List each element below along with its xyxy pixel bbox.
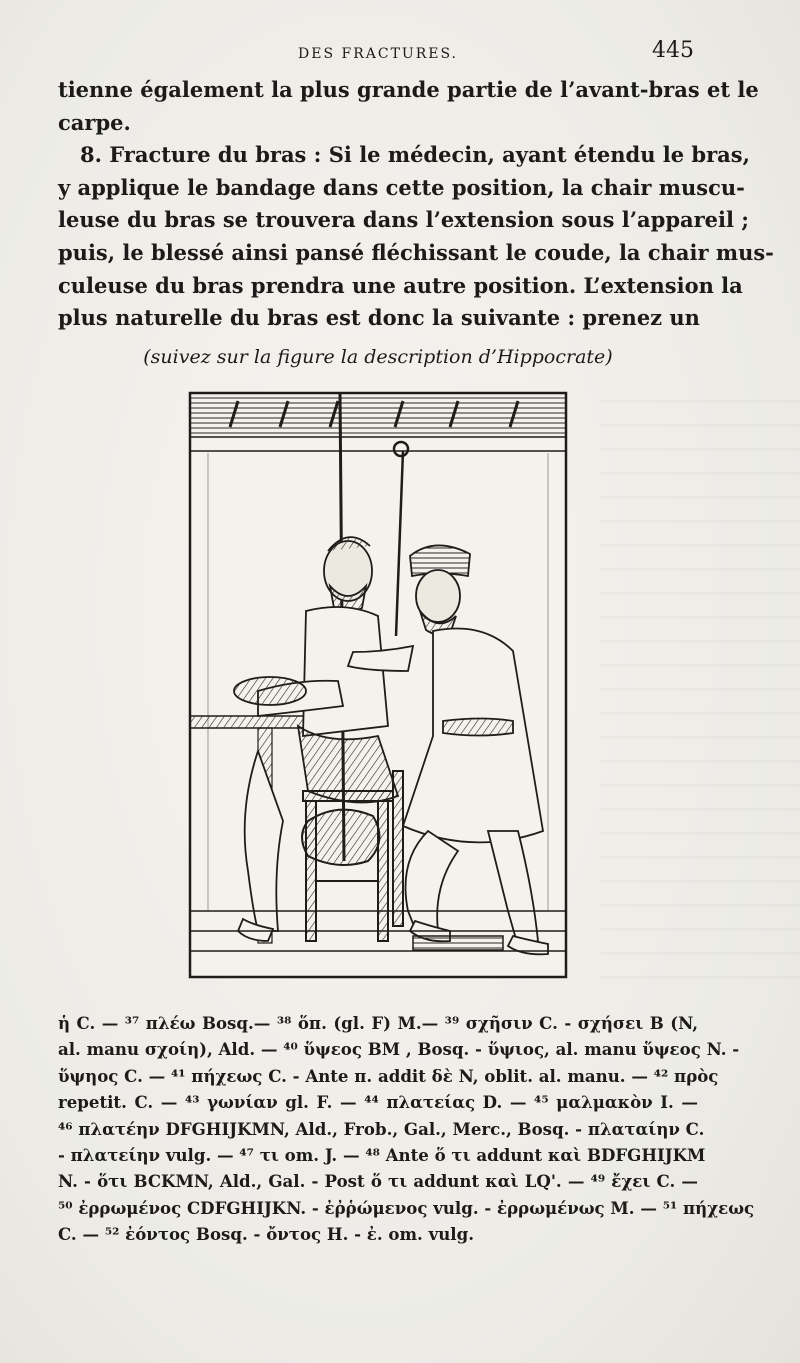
illustration-drawing <box>188 391 568 979</box>
text-line: leuse du bras se trouvera dans l’extension sous l’appareil ; <box>58 207 750 233</box>
footnote-line: ἡ C. — ³⁷ πλέω Bosq.— ³⁸ ὅπ. (gl. F) M.— ³⁹ σχῆσιν C. - σχήσει B (N, <box>58 1013 698 1033</box>
footnote-line: al. manu σχοίη), Ald. — ⁴⁰ ὕψεος BM , Bosq. - ὕψιος, al. manu ὕψεος N. - <box>58 1039 740 1060</box>
footnote-line: ὕψηος C. — ⁴¹ πήχεως C. - Ante π. addit δὲ N, oblit. al. manu. — ⁴² πρὸς <box>58 1065 719 1086</box>
page-number: 445 <box>652 38 694 63</box>
figure-caption: (suivez sur la figure la description d’Hippocrate) <box>143 346 613 368</box>
text-line: plus naturelle du bras est donc la suivante : prenez un <box>58 305 700 331</box>
footnote-line: N. - ὅτι BCKMN, Ald., Gal. - Post ὅ τι addunt καὶ LQ'. — ⁴⁹ ἔχει C. — <box>58 1171 698 1192</box>
ceiling-beam <box>190 393 566 437</box>
running-head: DES FRACTURES. <box>298 46 459 62</box>
arm-cushion <box>234 677 306 705</box>
footnote-line: - πλατείην vulg. — ⁴⁷ τι om. J. — ⁴⁸ Ante ὅ τι addunt καὶ BDFGHIJKM <box>58 1145 706 1166</box>
weight-bag <box>302 810 379 865</box>
main-text <box>58 74 774 335</box>
woodcut-illustration <box>188 391 568 979</box>
text-line: y applique le bandage dans cette position, la chair muscu- <box>58 174 745 200</box>
bleed-through-text <box>600 400 800 1000</box>
footnote-line: ⁵⁰ ἐρρωμένος CDFGHIJKN. - ἐῤῥώμενος vulg. - ἐρρωμένως M. — ⁵¹ πήχεως <box>58 1197 755 1218</box>
footnote-line: ⁴⁶ πλατέην DFGHIJKMN, Ald., Frob., Gal., Merc., Bosq. - πλαταίην C. <box>58 1118 705 1139</box>
footnotes <box>58 1010 755 1248</box>
text-line: carpe. <box>58 109 131 135</box>
text-line: culeuse du bras prendra une autre position. L’extension la <box>58 272 743 298</box>
text-line: 8. Fracture du bras : Si le médecin, ayant étendu le bras, <box>80 142 750 168</box>
text-line: tienne également la plus grande partie de l’avant-bras et le <box>58 77 759 102</box>
footnote-line: repetit. C. — ⁴³ γωνίαν gl. F. — ⁴⁴ πλατείας D. — ⁴⁵ μαλμακὸν I. — <box>58 1092 698 1113</box>
belt <box>443 719 513 736</box>
footnote-line: C. — ⁵² ἐόντος Bosq. - ὄντος H. - ἐ. om. vulg. <box>58 1224 474 1245</box>
text-line: puis, le blessé ainsi pansé fléchissant le coude, la chair mus- <box>58 239 774 265</box>
page-header <box>58 38 698 68</box>
